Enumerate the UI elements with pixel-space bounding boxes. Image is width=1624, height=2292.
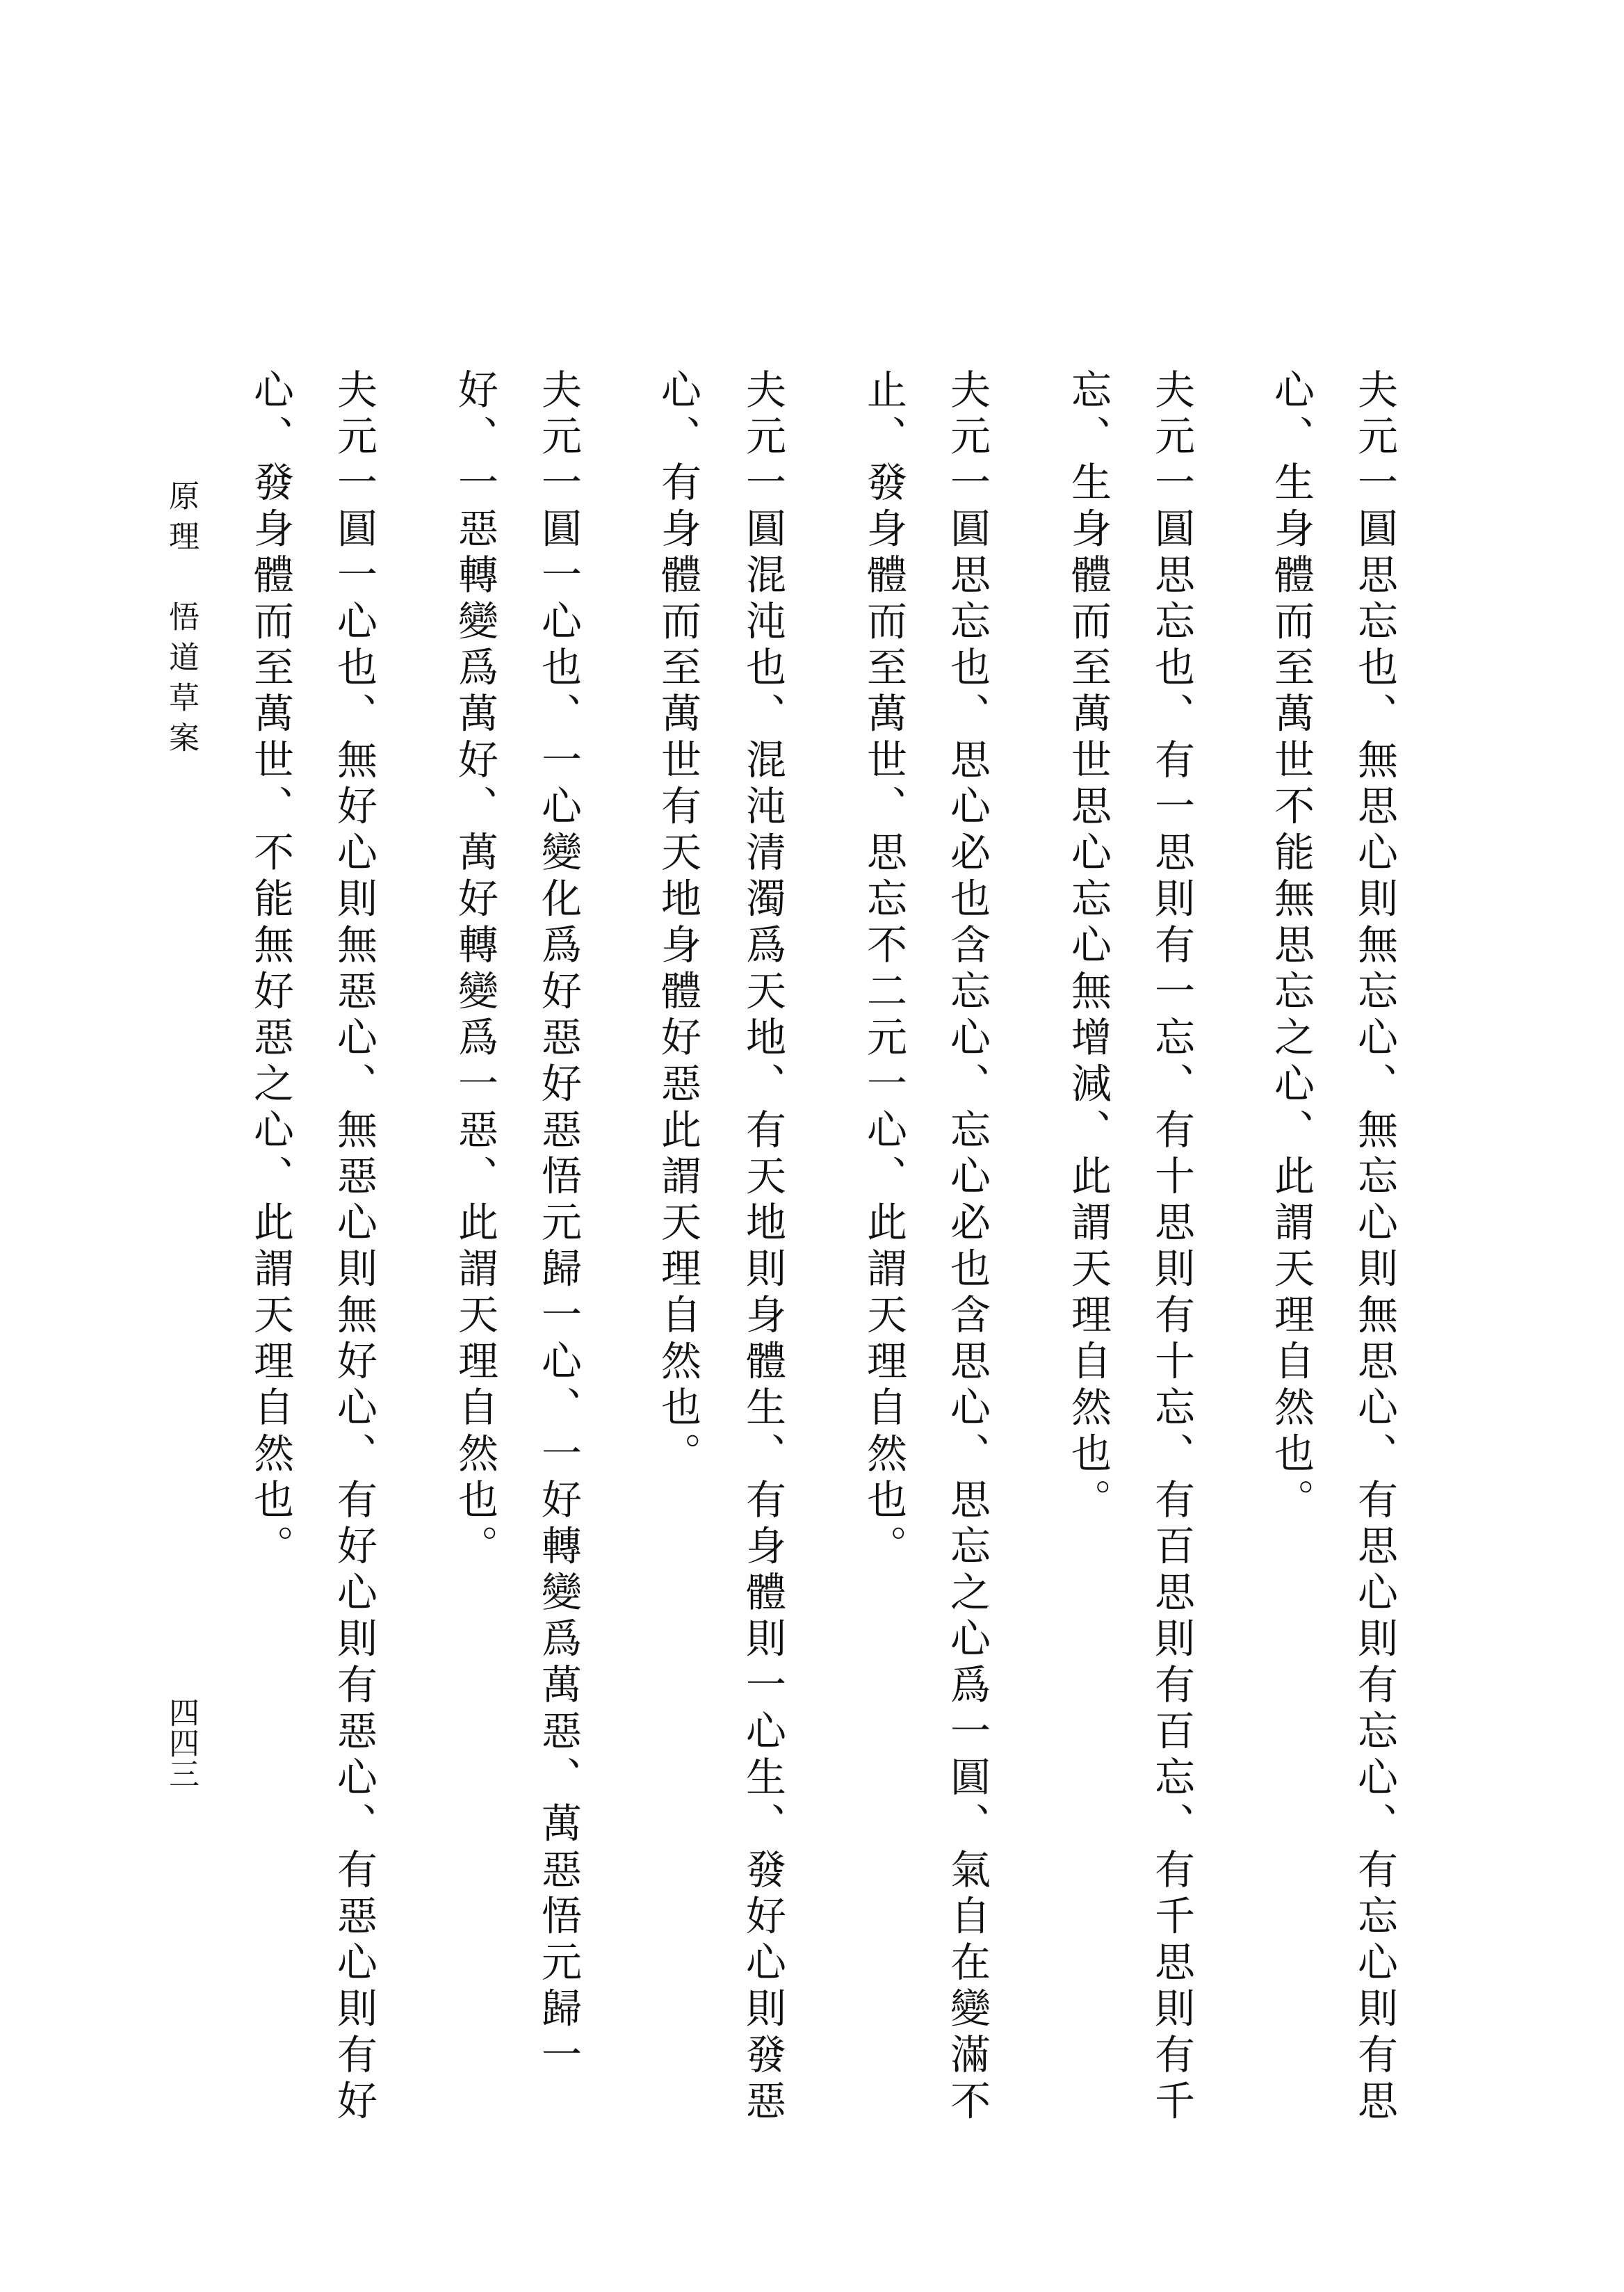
text-column: 心、有身體而至萬世有天地身體好惡此謂天理自然也。 [654,369,701,1478]
text-column: 夫元一圓思忘也、思心必也含忘心、忘心必也含思心、思忘之心爲一圓、氣自在變滿不 [943,369,991,2126]
text-column: 夫元一圓思忘也、有一思則有一忘、有十思則有十忘、有百思則有百忘、有千思則有千 [1148,369,1195,2126]
text-column: 夫元一圓一心也、一心變化爲好惡好惡悟元歸一心、一好轉變爲萬惡、萬惡悟元歸一 [535,369,582,2080]
text-column: 夫元一圓混沌也、混沌清濁爲天地、有天地則身體生、有身體則一心生、發好心則發惡 [739,369,786,2126]
running-head: 原理 悟道草案 [163,480,199,762]
text-column: 忘、生身體而至萬世思心忘心無增減、此謂天理自然也。 [1064,369,1112,1525]
page-number: 四四三 [163,1697,199,1789]
text-column: 夫元一圓一心也、無好心則無惡心、無惡心則無好心、有好心則有惡心、有惡心則有好 [330,369,377,2126]
text-column: 好、一惡轉變爲萬好、萬好轉變爲一惡、此謂天理自然也。 [451,369,498,1571]
text-column: 心、發身體而至萬世、不能無好惡之心、此謂天理自然也。 [247,369,294,1571]
text-column: 夫元一圓思忘也、無思心則無忘心、無忘心則無思心、有思心則有忘心、有忘心則有思 [1351,369,1398,2126]
text-column: 心、生身體而至萬世不能無思忘之心、此謂天理自然也。 [1267,369,1315,1525]
text-column: 止、發身體而至萬世、思忘不二元一心、此謂天理自然也。 [860,369,907,1571]
